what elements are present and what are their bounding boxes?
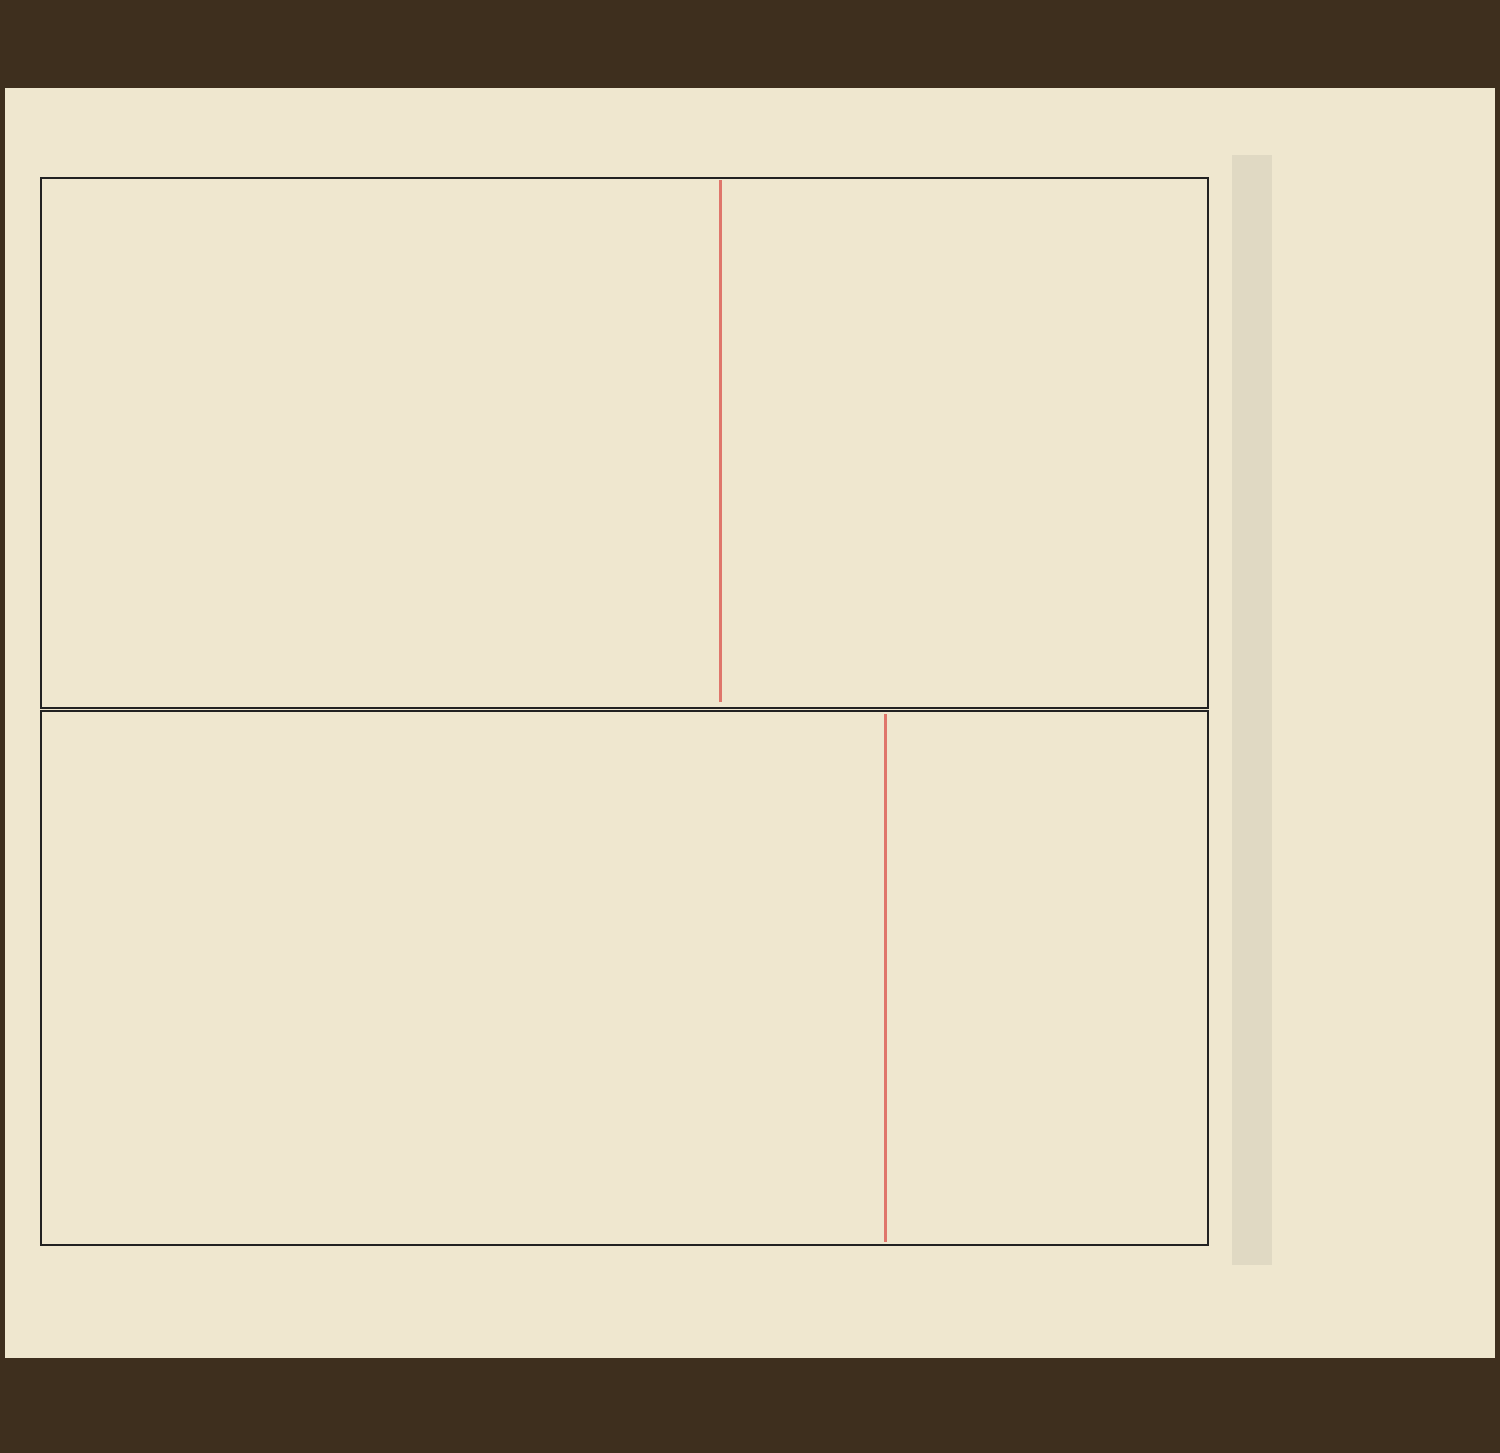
page-header: [0, 140, 1500, 176]
red-pencil-mark: [884, 714, 887, 1242]
timetable-top: [40, 177, 1209, 709]
red-pencil-mark: [719, 180, 722, 702]
timetable-bottom: [40, 710, 1209, 1246]
facing-page-edge: [1232, 155, 1272, 1265]
